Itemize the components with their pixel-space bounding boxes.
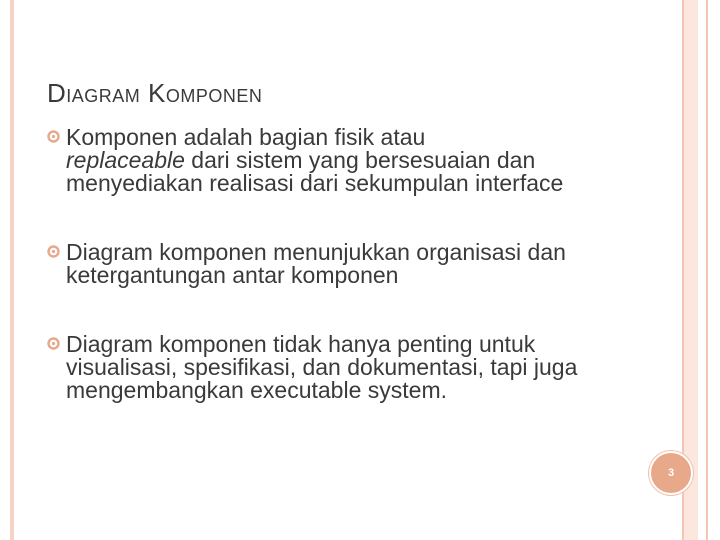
sun-ring-icon — [47, 337, 60, 350]
slide-border-right-outer-line — [706, 0, 708, 540]
bullet-text-emphasis: replaceable — [66, 147, 185, 173]
slide-title: Diagram Komponen — [47, 78, 263, 108]
bullet-item — [47, 241, 627, 287]
bullet-text-lead: Komponen adalah bagian fisik atau — [66, 124, 426, 150]
sun-ring-icon — [47, 130, 60, 143]
bullet-text: Diagram komponen menunjukkan organisasi dan ketergantungan antar komponen — [66, 239, 566, 288]
slide-border-left — [10, 0, 14, 540]
bullet-item — [47, 126, 627, 195]
sun-ring-icon — [47, 245, 60, 258]
bullet-text-rest: dari sistem yang bersesuaian dan menyediakan realisasi dari sekumpulan interface — [66, 147, 564, 196]
bullet-list — [47, 126, 627, 402]
page-number-badge — [649, 451, 693, 495]
page-number: 3 — [667, 467, 675, 479]
bullet-item — [47, 333, 627, 402]
bullet-text — [66, 124, 563, 196]
bullet-text: Diagram komponen tidak hanya penting untuk visualisasi, spesifikasi, dan dokumentasi, tapi juga mengembangkan executable system. — [66, 331, 578, 403]
